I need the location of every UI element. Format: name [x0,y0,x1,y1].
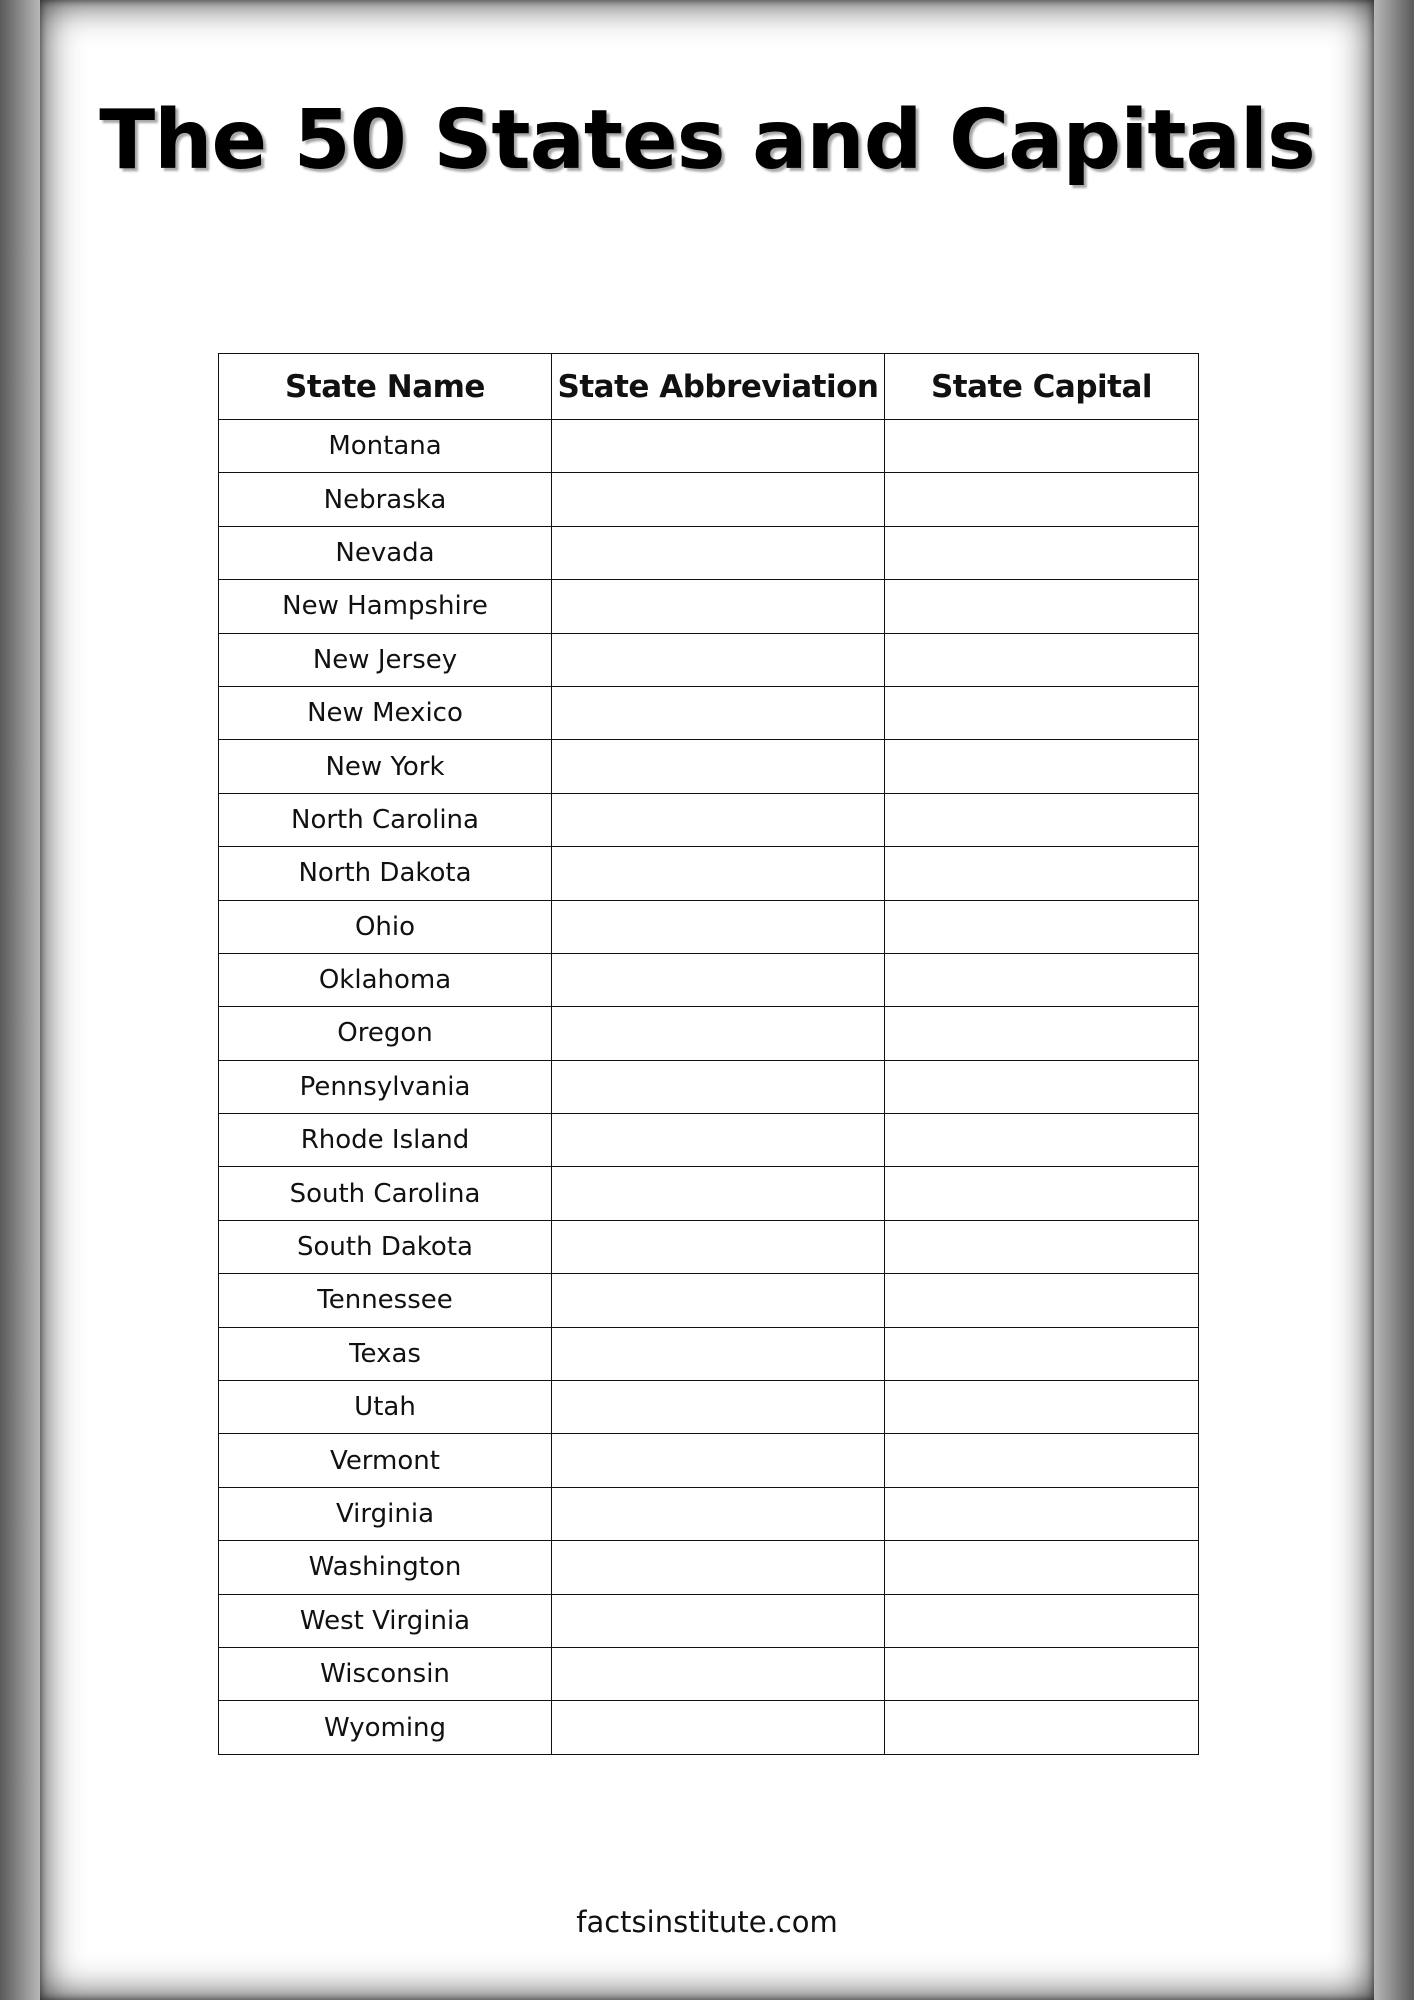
cell-state-capital [885,1434,1199,1487]
cell-state-name: Nevada [219,526,552,579]
cell-state-abbreviation [552,526,885,579]
cell-state-abbreviation [552,1487,885,1540]
cell-state-capital [885,1381,1199,1434]
cell-state-capital [885,1594,1199,1647]
cell-state-abbreviation [552,953,885,1006]
table-row [219,1220,1199,1273]
table-row [219,1487,1199,1540]
cell-state-abbreviation [552,847,885,900]
cell-state-abbreviation [552,686,885,739]
table-body [219,420,1199,1755]
cell-state-name: Rhode Island [219,1114,552,1167]
states-table [218,353,1199,1755]
cell-state-abbreviation [552,420,885,473]
cell-state-name: Oregon [219,1007,552,1060]
table-row [219,1647,1199,1700]
table-row [219,793,1199,846]
cell-state-abbreviation [552,633,885,686]
table-row [219,1701,1199,1754]
cell-state-name: New Mexico [219,686,552,739]
page-title: The 50 States and Capitals [99,93,1315,188]
cell-state-abbreviation [552,1220,885,1273]
table-row [219,473,1199,526]
cell-state-name: North Carolina [219,793,552,846]
worksheet-page [40,0,1374,2000]
footer-website: factsinstitute.com [576,1905,838,1939]
cell-state-capital [885,1167,1199,1220]
cell-state-abbreviation [552,1114,885,1167]
cell-state-name: Texas [219,1327,552,1380]
table-row [219,1434,1199,1487]
table-row [219,1274,1199,1327]
cell-state-capital [885,686,1199,739]
cell-state-capital [885,526,1199,579]
cell-state-name: Wisconsin [219,1647,552,1700]
cell-state-name: New Jersey [219,633,552,686]
table-row [219,420,1199,473]
cell-state-capital [885,1701,1199,1754]
cell-state-name: Ohio [219,900,552,953]
cell-state-abbreviation [552,1594,885,1647]
header-state-name: State Name [219,354,552,420]
table-row [219,953,1199,1006]
cell-state-name: Tennessee [219,1274,552,1327]
table-header [219,354,1199,420]
cell-state-name: North Dakota [219,847,552,900]
header-state-abbreviation: State Abbreviation [552,354,885,420]
table-row [219,1167,1199,1220]
cell-state-name: Washington [219,1541,552,1594]
header-row [219,354,1199,420]
cell-state-abbreviation [552,1701,885,1754]
cell-state-capital [885,1007,1199,1060]
cell-state-abbreviation [552,740,885,793]
cell-state-capital [885,1327,1199,1380]
cell-state-name: South Dakota [219,1220,552,1273]
table-row [219,686,1199,739]
cell-state-abbreviation [552,1434,885,1487]
cell-state-abbreviation [552,580,885,633]
cell-state-name: Wyoming [219,1701,552,1754]
cell-state-name: Oklahoma [219,953,552,1006]
cell-state-capital [885,740,1199,793]
cell-state-capital [885,580,1199,633]
cell-state-name: Utah [219,1381,552,1434]
cell-state-name: Montana [219,420,552,473]
cell-state-name: South Carolina [219,1167,552,1220]
cell-state-capital [885,1114,1199,1167]
cell-state-abbreviation [552,1381,885,1434]
cell-state-abbreviation [552,1327,885,1380]
table-row [219,1114,1199,1167]
cell-state-abbreviation [552,1007,885,1060]
cell-state-name: Virginia [219,1487,552,1540]
table-row [219,1327,1199,1380]
cell-state-capital [885,1487,1199,1540]
cell-state-abbreviation [552,1274,885,1327]
cell-state-abbreviation [552,473,885,526]
cell-state-capital [885,1647,1199,1700]
table-row [219,1007,1199,1060]
cell-state-name: New York [219,740,552,793]
cell-state-capital [885,793,1199,846]
table-row [219,740,1199,793]
cell-state-abbreviation [552,1167,885,1220]
cell-state-capital [885,847,1199,900]
cell-state-abbreviation [552,1647,885,1700]
cell-state-capital [885,420,1199,473]
header-state-capital: State Capital [885,354,1199,420]
cell-state-abbreviation [552,1060,885,1113]
cell-state-capital [885,1060,1199,1113]
cell-state-name: Vermont [219,1434,552,1487]
table-row [219,900,1199,953]
table-row [219,633,1199,686]
cell-state-capital [885,1220,1199,1273]
table-row [219,847,1199,900]
table-row [219,1060,1199,1113]
cell-state-capital [885,900,1199,953]
table-row [219,526,1199,579]
cell-state-capital [885,473,1199,526]
cell-state-capital [885,1274,1199,1327]
cell-state-name: Nebraska [219,473,552,526]
cell-state-name: New Hampshire [219,580,552,633]
cell-state-name: Pennsylvania [219,1060,552,1113]
table-row [219,1594,1199,1647]
cell-state-abbreviation [552,900,885,953]
cell-state-capital [885,1541,1199,1594]
cell-state-capital [885,953,1199,1006]
table-row [219,1541,1199,1594]
cell-state-name: West Virginia [219,1594,552,1647]
cell-state-capital [885,633,1199,686]
table-row [219,580,1199,633]
cell-state-abbreviation [552,793,885,846]
table-row [219,1381,1199,1434]
cell-state-abbreviation [552,1541,885,1594]
